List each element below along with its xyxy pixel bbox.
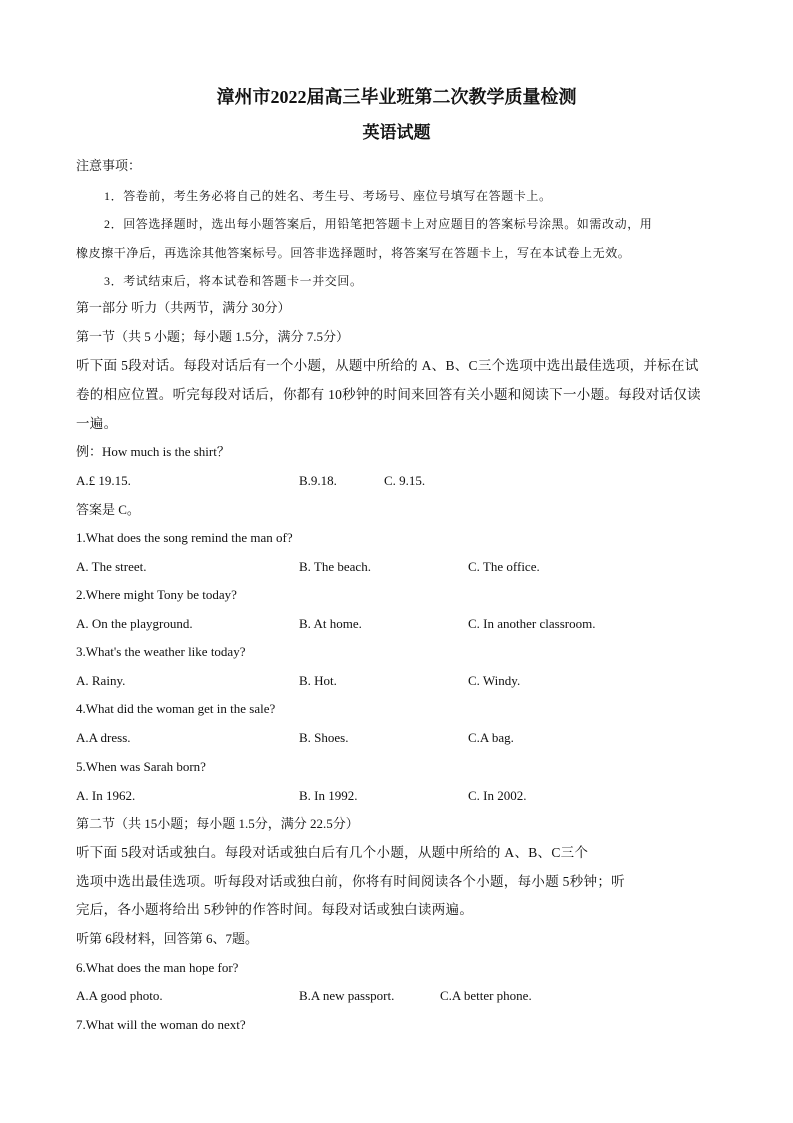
question-4-option-b: B. Shoes. bbox=[299, 730, 349, 745]
section2-directions-2: 选项中选出最佳选项。听每段对话或独白前，你将有时间阅读各个小题，每小题 5秒钟；听 bbox=[76, 874, 625, 889]
notes-heading: 注意事项： bbox=[76, 158, 142, 173]
example-option-b: B.9.18. bbox=[299, 473, 337, 488]
exam-title: 漳州市2022届高三毕业班第二次教学质量检测 bbox=[216, 87, 577, 107]
question-4: 4.What did the woman get in the sale? bbox=[76, 701, 276, 716]
question-3-option-a: A. Rainy. bbox=[76, 673, 126, 688]
question-2-option-b: B. At home. bbox=[299, 616, 362, 631]
question-5-option-a: A. In 1962. bbox=[76, 788, 136, 803]
example-question: 例：How much is the shirt？ bbox=[76, 444, 230, 459]
question-6-option-b: B.A new passport. bbox=[299, 988, 395, 1003]
question-3: 3.What's the weather like today? bbox=[76, 644, 246, 659]
question-1-option-a: A. The street. bbox=[76, 559, 147, 574]
question-5-option-b: B. In 1992. bbox=[299, 788, 358, 803]
question-3-option-b: B. Hot. bbox=[299, 673, 337, 688]
question-1: 1.What does the song remind the man of? bbox=[76, 530, 293, 545]
part1-heading: 第一部分 听力（共两节，满分 30分） bbox=[76, 300, 291, 315]
question-2: 2.Where might Tony be today? bbox=[76, 587, 237, 602]
section2-directions-3: 完后，各小题将给出 5秒钟的作答时间。每段对话或独白读两遍。 bbox=[76, 902, 474, 917]
example-option-c: C. 9.15. bbox=[384, 473, 426, 488]
question-6: 6.What does the man hope for? bbox=[76, 960, 239, 975]
section1-directions-3: 一遍。 bbox=[76, 416, 118, 431]
exam-subtitle: 英语试题 bbox=[362, 123, 431, 142]
note-item-2-cont: 橡皮擦干净后，再选涂其他答案标号。回答非选择题时，将答案写在答题卡上，写在本试卷上无效。 bbox=[76, 246, 631, 260]
question-2-option-a: A. On the playground. bbox=[76, 616, 193, 631]
question-6-option-a: A.A good photo. bbox=[76, 988, 163, 1003]
note-item-2: 2．回答选择题时，选出每小题答案后，用铅笔把答题卡上对应题目的答案标号涂黑。如需改动，用 bbox=[104, 217, 653, 231]
question-6-option-c: C.A better phone. bbox=[440, 988, 532, 1003]
section1-directions-2: 卷的相应位置。听完每段对话后，你都有 10秒钟的时间来回答有关小题和阅读下一小题。每段对话仅读 bbox=[76, 387, 701, 402]
question-5: 5.When was Sarah born? bbox=[76, 759, 206, 774]
section2-heading: 第二节（共 15小题；每小题 1.5分，满分 22.5分） bbox=[76, 816, 359, 831]
question-2-option-c: C. In another classroom. bbox=[468, 616, 596, 631]
question-7: 7.What will the woman do next? bbox=[76, 1017, 246, 1032]
section2-directions-1: 听下面 5段对话或独白。每段对话或独白后有几个小题，从题中所给的 A、B、C三个 bbox=[76, 845, 589, 860]
question-5-option-c: C. In 2002. bbox=[468, 788, 527, 803]
question-4-option-a: A.A dress. bbox=[76, 730, 131, 745]
question-1-option-c: C. The office. bbox=[468, 559, 540, 574]
note-item-3: 3．考试结束后，将本试卷和答题卡一并交回。 bbox=[104, 274, 363, 288]
material-6-heading: 听第 6段材料，回答第 6、7题。 bbox=[76, 931, 259, 946]
question-4-option-c: C.A bag. bbox=[468, 730, 514, 745]
note-item-1: 1．答卷前，考生务必将自己的姓名、考生号、考场号、座位号填写在答题卡上。 bbox=[104, 189, 552, 203]
example-answer: 答案是 C。 bbox=[76, 502, 140, 517]
section1-directions-1: 听下面 5段对话。每段对话后有一个小题，从题中所给的 A、B、C三个选项中选出最佳选项，并标在试 bbox=[76, 358, 699, 373]
section1-heading: 第一节（共 5 小题；每小题 1.5分，满分 7.5分） bbox=[76, 329, 350, 344]
question-1-option-b: B. The beach. bbox=[299, 559, 371, 574]
question-3-option-c: C. Windy. bbox=[468, 673, 521, 688]
example-option-a: A.£ 19.15. bbox=[76, 473, 131, 488]
